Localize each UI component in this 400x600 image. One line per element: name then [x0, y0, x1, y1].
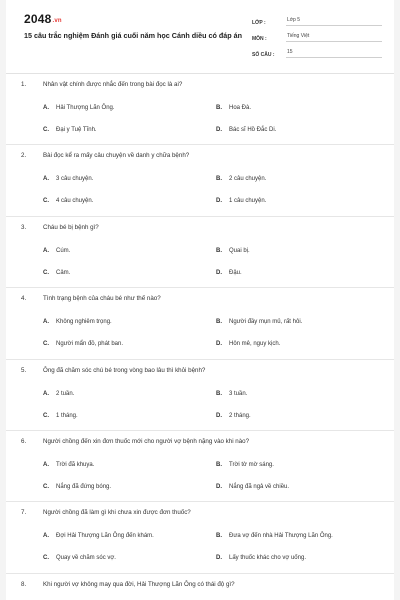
question-item — [6, 431, 394, 502]
option-text: Người mẩn đỏ, phát ban. — [56, 341, 123, 348]
option-text: Đợi Hải Thượng Lãn Ông đến khám. — [56, 533, 154, 540]
meta-info — [252, 12, 382, 60]
answer-option[interactable] — [43, 248, 70, 254]
site-logo[interactable] — [24, 12, 62, 26]
meta-label: MÔN : — [252, 36, 267, 42]
option-letter: C. — [43, 412, 49, 419]
question-number: 1. — [21, 81, 27, 88]
meta-label: SỐ CÂU : — [252, 52, 275, 58]
worksheet-page — [6, 0, 394, 600]
option-letter: B. — [216, 247, 222, 254]
option-letter: C. — [43, 555, 49, 562]
question-text — [21, 509, 191, 516]
option-text: Trời đã khuya. — [56, 461, 95, 468]
option-letter: C. — [43, 483, 49, 490]
option-letter: C. — [43, 127, 49, 133]
answer-option[interactable] — [43, 270, 70, 276]
answer-option[interactable] — [43, 462, 94, 468]
answer-option[interactable] — [43, 533, 154, 539]
answer-option[interactable] — [216, 462, 274, 468]
question-item — [6, 288, 394, 359]
answer-option[interactable] — [216, 270, 242, 276]
question-number: 8. — [21, 580, 27, 588]
option-letter: D. — [216, 198, 222, 205]
answer-option[interactable] — [43, 198, 93, 204]
option-letter: A. — [43, 176, 49, 183]
answer-option[interactable] — [43, 127, 97, 133]
option-letter: A. — [43, 319, 49, 326]
meta-row-count — [252, 44, 382, 58]
question-number: 5. — [21, 366, 27, 374]
option-text: 1 tháng. — [56, 412, 78, 419]
question-text — [21, 295, 161, 302]
question-item — [6, 502, 394, 573]
question-text — [21, 438, 249, 445]
option-letter: D. — [216, 269, 222, 276]
option-text: Nắng đã đứng bóng. — [56, 483, 112, 490]
option-letter: B. — [216, 390, 222, 397]
answer-option[interactable] — [216, 319, 302, 325]
option-text: Bác sĩ Hồ Đắc Di. — [229, 127, 277, 133]
question-text — [21, 152, 189, 159]
option-text: Người đầy mụn mủ, rất hôi. — [229, 319, 303, 326]
logo-main: 2048 — [24, 12, 52, 26]
option-text: Cảm. — [56, 269, 71, 276]
question-number: 2. — [21, 152, 27, 160]
question-stem: Nhân vật chính được nhắc đến trong bài đọc là ai? — [43, 81, 183, 88]
meta-row-subject — [252, 28, 382, 42]
question-text — [21, 224, 99, 231]
question-list — [6, 74, 394, 600]
question-text — [21, 581, 235, 588]
answer-option[interactable] — [216, 176, 266, 182]
option-letter: C. — [43, 269, 49, 276]
meta-value: Lớp 5 — [286, 17, 382, 26]
answer-option[interactable] — [216, 127, 276, 133]
answer-option[interactable] — [216, 341, 280, 347]
answer-option[interactable] — [216, 391, 247, 397]
option-text: 3 tuần. — [229, 390, 248, 397]
meta-value: Tiếng Việt — [286, 33, 382, 42]
option-letter: A. — [43, 105, 49, 111]
answer-option[interactable] — [216, 533, 333, 539]
question-number: 3. — [21, 223, 27, 231]
option-text: Đậu. — [229, 269, 242, 276]
answer-option[interactable] — [216, 248, 250, 254]
option-text: 2 tháng. — [229, 412, 251, 419]
option-text: Hải Thượng Lãn Ông. — [56, 105, 115, 111]
option-text: Hôn mê, nguy kịch. — [229, 341, 281, 348]
logo-tld: .vn — [52, 18, 62, 24]
question-item — [6, 74, 394, 145]
answer-option[interactable] — [216, 413, 251, 419]
worksheet-header — [6, 0, 394, 74]
question-item — [6, 145, 394, 216]
answer-option[interactable] — [216, 484, 289, 490]
option-text: 3 câu chuyện. — [56, 176, 94, 183]
option-letter: C. — [43, 198, 49, 205]
option-text: 4 câu chuyện. — [56, 198, 94, 205]
option-text: Không nghiêm trọng. — [56, 319, 112, 326]
question-item — [6, 217, 394, 288]
option-text: Đại y Tuệ Tĩnh. — [56, 127, 97, 133]
question-item — [6, 360, 394, 431]
option-text: 1 câu chuyện. — [229, 198, 267, 205]
question-stem: Ông đã chăm sóc chú bé trong vòng bao lâu thì khỏi bệnh? — [43, 366, 206, 374]
option-letter: A. — [43, 461, 49, 468]
option-letter: D. — [216, 483, 222, 490]
option-text: Đưa vợ đến nhà Hải Thượng Lãn Ông. — [229, 533, 333, 540]
answer-option[interactable] — [43, 484, 111, 490]
answer-option[interactable] — [43, 176, 93, 182]
answer-option[interactable] — [216, 555, 306, 561]
answer-option[interactable] — [43, 555, 116, 561]
option-letter: B. — [216, 533, 222, 540]
option-letter: B. — [216, 461, 222, 468]
option-letter: D. — [216, 555, 222, 562]
question-stem: Khi người vợ không may qua đời, Hải Thượng Lãn Ông có thái độ gì? — [43, 580, 235, 588]
option-text: Lấy thuốc khác cho vợ uống. — [229, 555, 306, 562]
question-stem: Bài đọc kể ra mấy câu chuyện về danh y chữa bệnh? — [43, 152, 190, 160]
option-letter: B. — [216, 105, 222, 111]
document-title: 15 câu trắc nghiệm Đánh giá cuối năm học Cánh diều có đáp án — [24, 31, 243, 40]
question-stem: Người chồng đã làm gì khi chưa xin được đơn thuốc? — [43, 509, 191, 517]
option-letter: C. — [43, 341, 49, 348]
answer-option[interactable] — [43, 341, 123, 347]
option-letter: D. — [216, 412, 222, 419]
question-stem: Cháu bé bị bệnh gì? — [43, 223, 99, 231]
question-number: 4. — [21, 295, 27, 303]
option-text: Quay về chăm sóc vợ. — [56, 555, 116, 562]
question-number: 7. — [21, 509, 27, 517]
meta-value: 15 — [286, 49, 382, 58]
option-letter: D. — [216, 127, 222, 133]
answer-option[interactable] — [43, 105, 115, 111]
answer-option[interactable] — [216, 198, 266, 204]
question-text — [21, 81, 182, 88]
question-number: 6. — [21, 437, 27, 445]
question-text — [21, 367, 205, 374]
option-text: 2 câu chuyện. — [229, 176, 267, 183]
option-letter: A. — [43, 247, 49, 254]
option-text: Hoa Đà. — [229, 105, 252, 111]
question-stem: Người chồng đến xin đơn thuốc mới cho người vợ bệnh nặng vào khi nào? — [43, 437, 250, 445]
question-item — [6, 574, 394, 600]
option-text: Trời tờ mờ sáng. — [229, 461, 274, 468]
option-text: Nắng đã ngả về chiều. — [229, 483, 290, 490]
option-letter: D. — [216, 341, 222, 348]
answer-option[interactable] — [43, 391, 74, 397]
meta-row-class — [252, 12, 382, 26]
option-text: 2 tuần. — [56, 390, 75, 397]
question-stem: Tình trạng bệnh của cháu bé như thế nào? — [43, 295, 161, 303]
answer-option[interactable] — [43, 413, 78, 419]
meta-label: LỚP : — [252, 20, 266, 26]
option-letter: B. — [216, 319, 222, 326]
option-letter: A. — [43, 390, 49, 397]
option-text: Cúm. — [56, 247, 71, 254]
option-letter: B. — [216, 176, 222, 183]
answer-option[interactable] — [43, 319, 112, 325]
answer-option[interactable] — [216, 105, 251, 111]
option-text: Quai bị. — [229, 247, 250, 254]
option-letter: A. — [43, 533, 49, 540]
